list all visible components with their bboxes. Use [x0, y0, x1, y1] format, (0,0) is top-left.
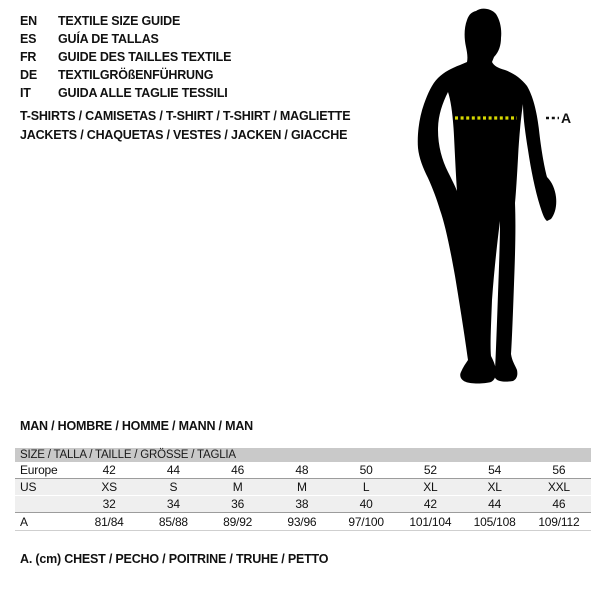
size-cell: 109/112 [527, 513, 591, 531]
size-cell: 54 [463, 462, 527, 479]
size-cell: 44 [141, 462, 205, 479]
size-cell: XXL [527, 479, 591, 496]
language-label: GUÍA DE TALLAS [58, 32, 159, 46]
size-cell: 81/84 [77, 513, 141, 531]
size-cell: 36 [206, 496, 270, 513]
size-cell: 52 [398, 462, 462, 479]
size-cell: 48 [270, 462, 334, 479]
language-code: ES [20, 32, 37, 46]
size-cell: 101/104 [398, 513, 462, 531]
size-cell: 97/100 [334, 513, 398, 531]
size-cell: 42 [398, 496, 462, 513]
size-cell: 89/92 [206, 513, 270, 531]
size-table-container [15, 448, 591, 531]
size-cell: XL [463, 479, 527, 496]
measure-label-a: A [561, 110, 572, 126]
size-cell: 44 [463, 496, 527, 513]
size-cell: 46 [206, 462, 270, 479]
size-cell: 46 [527, 496, 591, 513]
table-header-row [15, 448, 591, 462]
size-cell: 34 [141, 496, 205, 513]
row-label: Europe [15, 462, 77, 479]
row-label: A [15, 513, 77, 531]
row-label: US [15, 479, 77, 496]
size-cell: 38 [270, 496, 334, 513]
size-cell: 32 [77, 496, 141, 513]
row-label [15, 496, 77, 513]
size-cell: M [270, 479, 334, 496]
footnote-chest: A. (cm) CHEST / PECHO / POITRINE / TRUHE / PETTO [20, 552, 329, 566]
size-cell: S [141, 479, 205, 496]
language-code: EN [20, 14, 37, 28]
size-cell: 50 [334, 462, 398, 479]
size-cell: 93/96 [270, 513, 334, 531]
size-cell: 40 [334, 496, 398, 513]
language-label: GUIDE DES TAILLES TEXTILE [58, 50, 232, 64]
table-row-us [15, 479, 591, 496]
size-cell: XL [398, 479, 462, 496]
size-cell: XS [77, 479, 141, 496]
table-row-europe [15, 462, 591, 479]
size-cell: 105/108 [463, 513, 527, 531]
table-header-label: SIZE / TALLA / TAILLE / GRÖSSE / TAGLIA [15, 448, 591, 462]
section-title-man: MAN / HOMBRE / HOMME / MANN / MAN [20, 419, 253, 433]
language-code: FR [20, 50, 37, 64]
language-label: TEXTILE SIZE GUIDE [58, 14, 181, 28]
category-line-tshirts: T-SHIRTS / CAMISETAS / T-SHIRT / T-SHIRT / MAGLIETTE [20, 109, 351, 123]
size-cell: M [206, 479, 270, 496]
language-code: DE [20, 68, 37, 82]
language-code: IT [20, 86, 31, 100]
size-cell: L [334, 479, 398, 496]
man-silhouette [418, 9, 557, 384]
size-cell: 56 [527, 462, 591, 479]
table-row-chest-a [15, 513, 591, 531]
size-table [15, 448, 591, 531]
table-row-numeric [15, 496, 591, 513]
language-label: TEXTILGRÖßENFÜHRUNG [58, 68, 214, 82]
size-cell: 42 [77, 462, 141, 479]
category-line-jackets: JACKETS / CHAQUETAS / VESTES / JACKEN / GIACCHE [20, 127, 348, 142]
size-cell: 85/88 [141, 513, 205, 531]
language-label: GUIDA ALLE TAGLIE TESSILI [58, 86, 228, 100]
